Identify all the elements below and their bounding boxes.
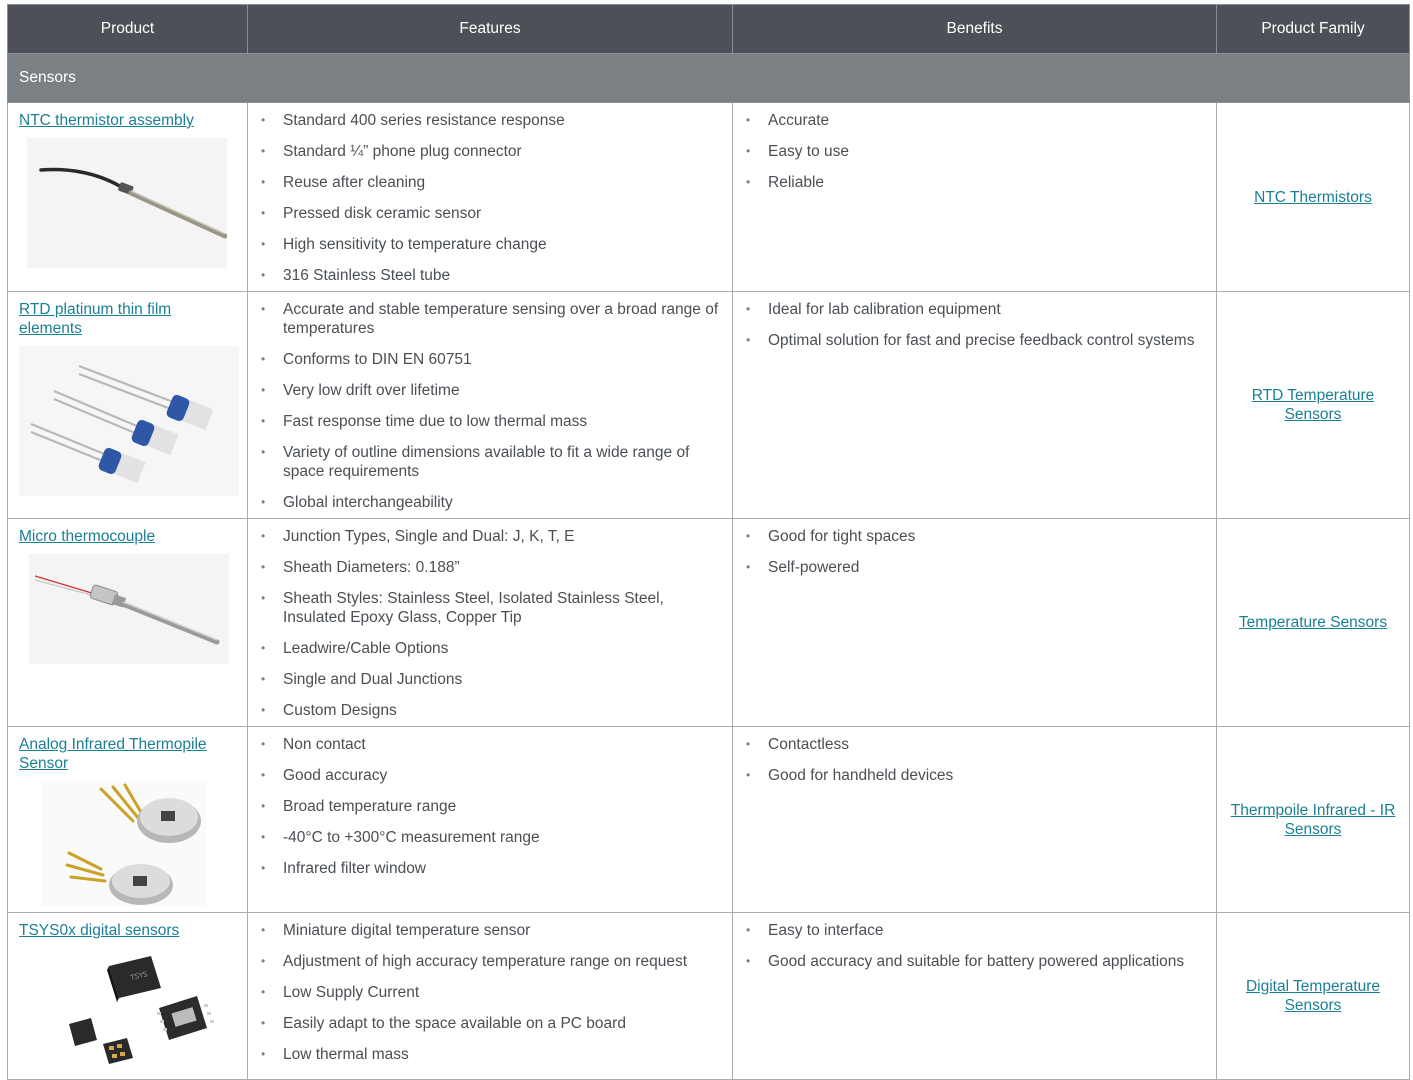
thermocouple-image (29, 554, 237, 664)
bullet-icon: • (746, 144, 751, 158)
benefit-text: Good for handheld devices (768, 767, 954, 784)
product-family-cell (1217, 292, 1410, 519)
features-list (259, 921, 722, 1064)
feature-item (259, 859, 722, 878)
feature-item (259, 300, 722, 338)
svg-text:TSYS: TSYS (129, 970, 149, 982)
feature-item (259, 381, 722, 400)
bullet-icon: • (261, 985, 266, 999)
product-cell (8, 103, 248, 292)
feature-item (259, 527, 722, 546)
features-column-header: Features (248, 5, 733, 54)
feature-text: Conforms to DIN EN 60751 (283, 351, 472, 368)
product-cell (8, 292, 248, 519)
feature-text: Accurate and stable temperature sensing over a broad range of temperatures (283, 301, 719, 337)
bullet-icon: • (746, 529, 751, 543)
feature-text: Broad temperature range (283, 798, 457, 815)
feature-item (259, 412, 722, 431)
bullet-icon: • (261, 737, 266, 751)
bullet-icon: • (746, 333, 751, 347)
feature-text: -40°C to +300°C measurement range (283, 829, 540, 846)
feature-item (259, 1045, 722, 1064)
features-cell (248, 103, 733, 292)
benefits-cell (733, 913, 1217, 1080)
benefit-item (744, 921, 1206, 940)
feature-text: Low thermal mass (283, 1046, 409, 1063)
benefits-column-header: Benefits (733, 5, 1217, 54)
benefit-text: Good accuracy and suitable for battery powered applications (768, 953, 1185, 970)
feature-item (259, 350, 722, 369)
benefits-list (744, 300, 1206, 350)
product-family-cell (1217, 103, 1410, 292)
feature-item (259, 204, 722, 223)
features-list (259, 300, 722, 512)
feature-item (259, 701, 722, 720)
feature-item (259, 983, 722, 1002)
product-cell (8, 727, 248, 913)
product-family-cell (1217, 727, 1410, 913)
benefit-text: Self-powered (768, 559, 860, 576)
feature-text: Good accuracy (283, 767, 388, 784)
benefit-item (744, 735, 1206, 754)
feature-text: Junction Types, Single and Dual: J, K, T, E (283, 528, 575, 545)
bullet-icon: • (261, 445, 266, 459)
benefit-text: Contactless (768, 736, 849, 753)
bullet-icon: • (261, 302, 266, 316)
rtd-elements-image (19, 346, 237, 496)
feature-item (259, 735, 722, 754)
benefit-item (744, 173, 1206, 192)
bullet-icon: • (261, 383, 266, 397)
bullet-icon: • (746, 175, 751, 189)
benefit-text: Accurate (768, 112, 830, 129)
feature-text: Variety of outline dimensions available to fit a wide range of space requirements (283, 444, 690, 480)
feature-text: Easily adapt to the space available on a PC board (283, 1015, 626, 1032)
bullet-icon: • (261, 144, 266, 158)
feature-item (259, 1014, 722, 1033)
feature-item (259, 266, 722, 285)
bullet-icon: • (261, 175, 266, 189)
feature-item (259, 921, 722, 940)
digital-chips-image (39, 948, 237, 1073)
feature-item (259, 766, 722, 785)
bullet-icon: • (261, 1047, 266, 1061)
features-list (259, 735, 722, 878)
feature-text: Non contact (283, 736, 366, 753)
bullet-icon: • (261, 672, 266, 686)
features-cell (248, 292, 733, 519)
feature-item (259, 443, 722, 481)
benefit-text: Reliable (768, 174, 825, 191)
benefits-list (744, 735, 1206, 785)
product-family-link-ntc-thermistors[interactable]: NTC Thermistors (1254, 188, 1372, 206)
benefits-list (744, 921, 1206, 971)
product-link-rtd-platinum-thin-film-elements[interactable]: RTD platinum thin film elements (19, 301, 172, 337)
benefit-item (744, 331, 1206, 350)
benefits-cell (733, 292, 1217, 519)
section-row (8, 54, 1410, 103)
benefits-cell (733, 103, 1217, 292)
feature-item (259, 558, 722, 577)
bullet-icon: • (261, 1016, 266, 1030)
product-family-column-header: Product Family (1217, 5, 1410, 54)
table-row-rtd-platinum-thin-film-elements (8, 292, 1410, 519)
product-family-cell (1217, 519, 1410, 727)
benefit-item (744, 300, 1206, 319)
features-cell (248, 727, 733, 913)
feature-text: Very low drift over lifetime (283, 382, 460, 399)
feature-text: Pressed disk ceramic sensor (283, 205, 482, 222)
section-title: Sensors (8, 54, 1410, 103)
product-column-header: Product (8, 5, 248, 54)
table-row-ntc-thermistor-assembly (8, 103, 1410, 292)
product-family-link-rtd-temperature-sensors[interactable]: RTD Temperature Sensors (1251, 387, 1375, 423)
feature-text: Infrared filter window (283, 860, 427, 877)
bullet-icon: • (261, 923, 266, 937)
benefits-cell (733, 519, 1217, 727)
feature-item (259, 235, 722, 254)
benefit-item (744, 558, 1206, 577)
bullet-icon: • (261, 495, 266, 509)
feature-text: Standard ¼” phone plug connector (283, 143, 522, 160)
benefit-text: Easy to use (768, 143, 849, 160)
feature-text: Sheath Diameters: 0.188” (283, 559, 460, 576)
benefit-text: Ideal for lab calibration equipment (768, 301, 1001, 318)
thermopile-image (41, 781, 237, 906)
product-comparison-table (7, 4, 1410, 1080)
table-row-tsys0x-digital-sensors (8, 913, 1410, 1080)
product-comparison-table-container (7, 4, 1409, 1080)
feature-item (259, 173, 722, 192)
benefits-list (744, 527, 1206, 577)
product-link-tsys0x-digital-sensors[interactable]: TSYS0x digital sensors (19, 922, 180, 939)
feature-item (259, 639, 722, 658)
table-row-micro-thermocouple (8, 519, 1410, 727)
bullet-icon: • (746, 768, 751, 782)
product-link-micro-thermocouple[interactable]: Micro thermocouple (19, 528, 156, 545)
bullet-icon: • (261, 206, 266, 220)
bullet-icon: • (261, 591, 266, 605)
benefit-item (744, 142, 1206, 161)
product-cell (8, 913, 248, 1080)
bullet-icon: • (261, 529, 266, 543)
bullet-icon: • (746, 302, 751, 316)
bullet-icon: • (261, 703, 266, 717)
bullet-icon: • (261, 268, 266, 282)
benefit-item (744, 527, 1206, 546)
bullet-icon: • (746, 954, 751, 968)
benefit-item (744, 766, 1206, 785)
features-cell (248, 913, 733, 1080)
bullet-icon: • (261, 560, 266, 574)
feature-text: Adjustment of high accuracy temperature range on request (283, 953, 688, 970)
feature-text: Reuse after cleaning (283, 174, 426, 191)
feature-item (259, 589, 722, 627)
benefit-text: Good for tight spaces (768, 528, 916, 545)
feature-item (259, 142, 722, 161)
feature-text: Low Supply Current (283, 984, 420, 1001)
features-list (259, 527, 722, 720)
benefits-list (744, 111, 1206, 192)
product-family-link-thermpoile-infrared-ir-sensors[interactable]: Thermpoile Infrared - IR Sensors (1230, 801, 1396, 838)
feature-text: Sheath Styles: Stainless Steel, Isolated Stainless Steel, Insulated Epoxy Glass, Copper Tip (283, 590, 664, 626)
product-family-link-digital-temperature-sensors[interactable]: Digital Temperature Sensors (1245, 978, 1381, 1014)
header-row (8, 5, 1410, 54)
feature-text: Single and Dual Junctions (283, 671, 463, 688)
benefit-item (744, 111, 1206, 130)
benefit-text: Optimal solution for fast and precise feedback control systems (768, 332, 1195, 349)
ntc-probe-image (27, 138, 237, 268)
table-row-analog-infrared-thermopile-sensor (8, 727, 1410, 913)
features-list (259, 111, 722, 285)
benefits-cell (733, 727, 1217, 913)
bullet-icon: • (261, 954, 266, 968)
feature-item (259, 111, 722, 130)
benefit-text: Easy to interface (768, 922, 884, 939)
feature-item (259, 952, 722, 971)
bullet-icon: • (261, 861, 266, 875)
bullet-icon: • (261, 768, 266, 782)
bullet-icon: • (261, 352, 266, 366)
bullet-icon: • (746, 560, 751, 574)
product-family-link-temperature-sensors[interactable]: Temperature Sensors (1238, 614, 1388, 631)
feature-item (259, 797, 722, 816)
bullet-icon: • (261, 113, 266, 127)
features-cell (248, 519, 733, 727)
product-link-ntc-thermistor-assembly[interactable]: NTC thermistor assembly (19, 112, 194, 129)
feature-item (259, 493, 722, 512)
benefit-item (744, 952, 1206, 971)
feature-text: Standard 400 series resistance response (283, 112, 565, 129)
feature-text: Custom Designs (283, 702, 397, 719)
bullet-icon: • (261, 830, 266, 844)
bullet-icon: • (261, 237, 266, 251)
feature-text: High sensitivity to temperature change (283, 236, 547, 253)
bullet-icon: • (261, 799, 266, 813)
product-cell (8, 519, 248, 727)
product-link-analog-infrared-thermopile-sensor[interactable]: Analog Infrared Thermopile Sensor (19, 736, 207, 772)
feature-text: 316 Stainless Steel tube (283, 267, 451, 284)
product-family-cell (1217, 913, 1410, 1080)
bullet-icon: • (261, 641, 266, 655)
feature-item (259, 828, 722, 847)
feature-text: Fast response time due to low thermal mass (283, 413, 588, 430)
feature-text: Global interchangeability (283, 494, 453, 511)
bullet-icon: • (746, 113, 751, 127)
feature-item (259, 670, 722, 689)
bullet-icon: • (746, 923, 751, 937)
bullet-icon: • (746, 737, 751, 751)
feature-text: Leadwire/Cable Options (283, 640, 449, 657)
feature-text: Miniature digital temperature sensor (283, 922, 531, 939)
bullet-icon: • (261, 414, 266, 428)
